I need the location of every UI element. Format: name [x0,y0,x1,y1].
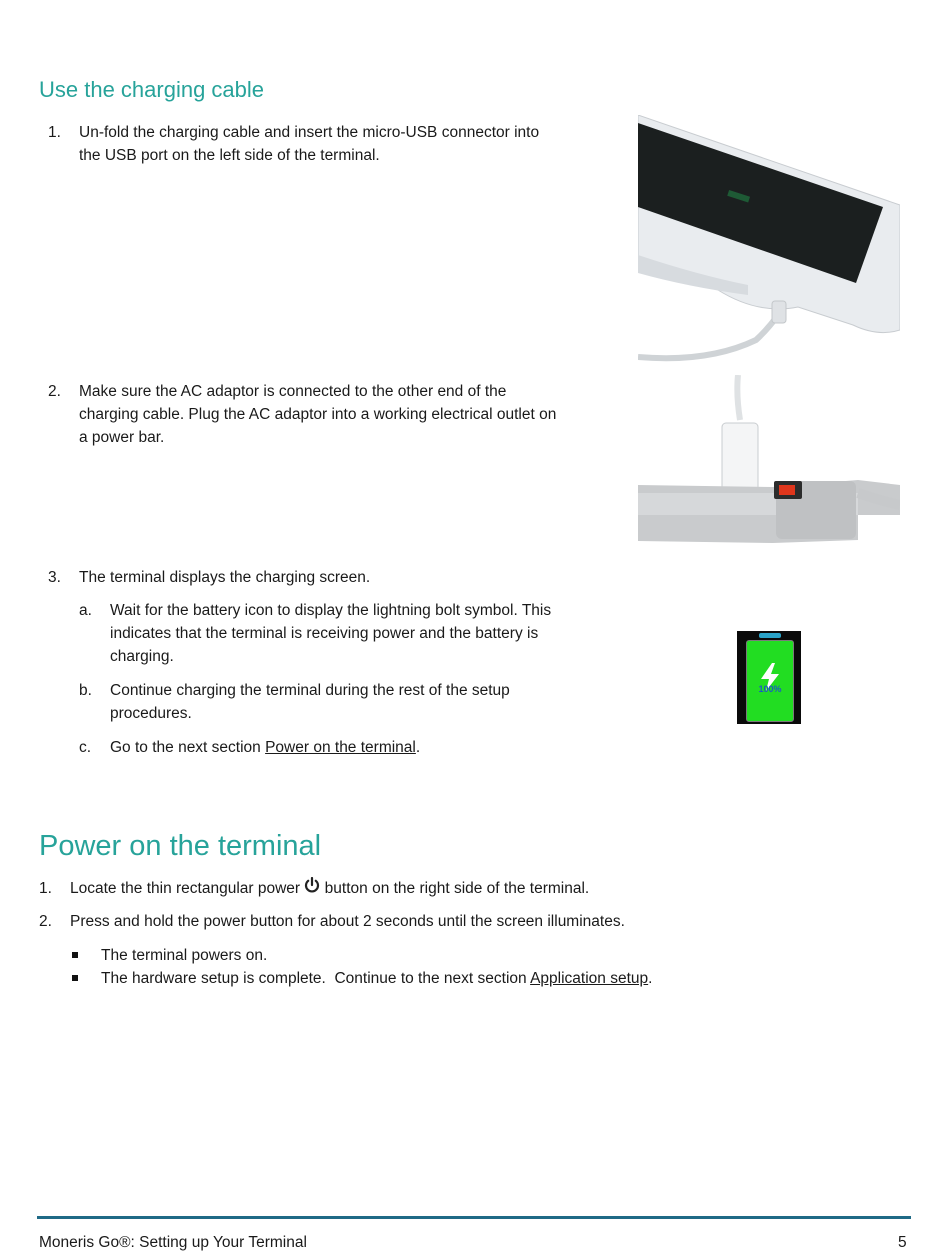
text-line: Un-fold the charging cable and insert the micro-USB connector into [79,124,540,141]
page-number: 5 [898,1234,907,1251]
bullet-marker [72,975,78,981]
substep-b-text [110,679,510,725]
text-line: indicates that the terminal is receiving power and the battery is [110,625,539,642]
text-line: the USB port on the left side of the terminal. [79,147,380,164]
step-number: 2. [48,383,61,400]
footer-rule [37,1216,911,1219]
battery-icon [746,640,794,722]
text-span: Locate the thin rectangular power [70,880,305,897]
section-heading-charging: Use the charging cable [39,77,265,102]
substep-letter: b. [79,682,92,699]
substep-letter: c. [79,739,92,756]
power-bar-photo [638,375,900,543]
terminal-usb-photo [638,115,900,369]
bullet-text [101,967,652,990]
text-line: procedures. [110,705,192,722]
battery-terminal-cap [759,633,781,638]
text-line: Make sure the AC adaptor is connected to the other end of the [79,383,507,400]
step-2-text [79,380,556,449]
power-icon [304,877,320,894]
application-setup-link[interactable]: Application setup [530,970,649,987]
section-heading-power-on: Power on the terminal [39,830,322,862]
footer-title: Moneris Go®: Setting up Your Terminal [39,1234,307,1251]
text-line: Continue charging the terminal during the rest of the setup [110,682,510,699]
substep-c-text [110,736,420,759]
substep-letter: a. [79,602,92,619]
text-span: button on the right side of the terminal. [320,880,590,897]
power-step-2-text: Press and hold the power button for about 2 seconds until the screen illuminates. [70,913,625,930]
power-bar-illustration [638,375,900,543]
step-3-text: The terminal displays the charging screen. [79,569,371,586]
text-line: charging. [110,648,174,665]
text-span: . [648,970,653,987]
step-number: 1. [48,124,61,141]
terminal-photo-illustration [638,115,900,369]
battery-charging-screen [737,631,801,724]
step-number: 1. [39,880,52,897]
text-line: charging cable. Plug the AC adaptor into a working electrical outlet on [79,406,557,423]
power-step-1-text [70,877,589,900]
text-line: a power bar. [79,429,165,446]
bullet-text: The terminal powers on. [101,947,268,964]
text-span: The hardware setup is complete. Continue to the next section [101,970,531,987]
text-line: Wait for the battery icon to display the lightning bolt symbol. This [110,602,552,619]
battery-percent-label: 100% [758,684,782,694]
substep-a-text [110,599,551,668]
bullet-marker [72,952,78,958]
power-on-section-link[interactable]: Power on the terminal [265,739,416,756]
step-number: 3. [48,569,61,586]
text-span: Go to the next section [110,739,266,756]
step-number: 2. [39,913,52,930]
text-span: . [415,739,421,756]
step-1-text [79,121,539,167]
